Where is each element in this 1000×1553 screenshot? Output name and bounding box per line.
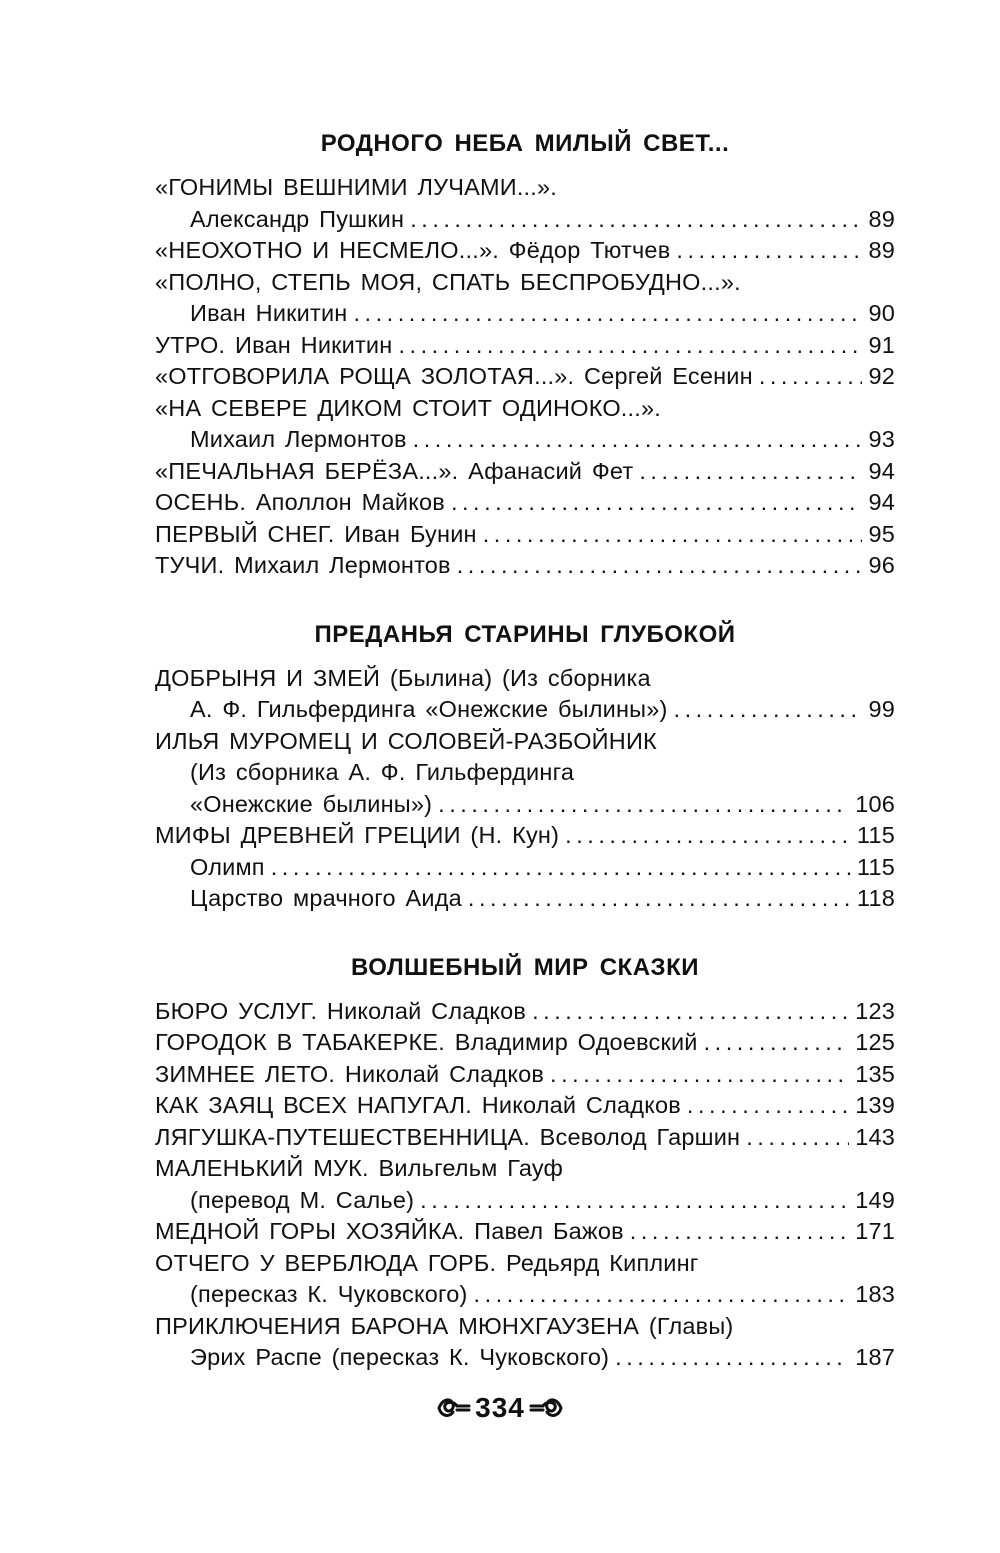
toc-entry[interactable]	[155, 1059, 895, 1091]
toc-entry-text: ИЛЬЯ МУРОМЕЦ И СОЛОВЕЙ-РАЗБОЙНИК	[155, 727, 657, 754]
toc-page-number: 99	[868, 696, 895, 722]
toc-entry-line	[155, 1311, 895, 1343]
dot-leader	[704, 1027, 850, 1059]
toc-entry[interactable]	[155, 204, 895, 236]
toc-page-number: 149	[855, 1186, 895, 1213]
right-scroll-ornament-icon	[529, 1394, 565, 1422]
toc-entry[interactable]	[155, 1027, 895, 1059]
toc-page-number: 96	[868, 552, 895, 578]
table-of-contents	[155, 124, 895, 1374]
toc-entry-text: МАЛЕНЬКИЙ МУК. Вильгельм Гауф	[155, 1155, 564, 1181]
toc-entry-text: Царство мрачного Аида	[190, 885, 462, 911]
dot-leader	[687, 1090, 849, 1122]
toc-entry[interactable]	[155, 519, 895, 551]
toc-entry-text: ПРИКЛЮЧЕНИЯ БАРОНА МЮНХГАУЗЕНА (Главы)	[155, 1312, 734, 1339]
toc-entry-text: ТУЧИ. Михаил Лермонтов	[155, 552, 451, 578]
toc-entry-text: МИФЫ ДРЕВНЕЙ ГРЕЦИИ (Н. Кун)	[155, 822, 560, 848]
toc-entry-text: Иван Никитин	[190, 300, 348, 326]
toc-entry-text: «Онежские былины»)	[190, 790, 433, 817]
toc-page-number: 92	[868, 363, 895, 389]
page-number: 334	[475, 1392, 525, 1423]
dot-leader	[565, 820, 851, 852]
dot-leader	[483, 519, 863, 551]
toc-entry-line	[155, 1248, 895, 1280]
dot-leader	[420, 1185, 849, 1217]
toc-entry-text: «НА СЕВЕРЕ ДИКОМ СТОИТ ОДИНОКО...».	[155, 394, 661, 421]
dot-leader	[438, 789, 849, 821]
toc-page-number: 115	[856, 822, 895, 848]
toc-entry[interactable]	[155, 456, 895, 488]
toc-entry[interactable]	[155, 789, 895, 821]
toc-entry-text: Олимп	[190, 853, 265, 880]
toc-entry[interactable]	[155, 1279, 895, 1311]
dot-leader	[674, 694, 863, 726]
toc-entry-text: ЛЯГУШКА-ПУТЕШЕСТВЕННИЦА. Всеволод Гаршин	[155, 1123, 741, 1150]
dot-leader	[353, 298, 862, 330]
toc-entry-text: ОТЧЕГО У ВЕРБЛЮДА ГОРБ. Редьярд Киплинг	[155, 1249, 699, 1276]
toc-entry-text: Михаил Лермонтов	[190, 426, 407, 452]
toc-entry[interactable]	[155, 1090, 895, 1122]
section-title: ВОЛШЕБНЫЙ МИР СКАЗКИ	[351, 953, 699, 981]
toc-entry-text: (пересказ К. Чуковского)	[190, 1281, 468, 1307]
dot-leader	[451, 487, 863, 519]
section-title: ПРЕДАНЬЯ СТАРИНЫ ГЛУБОКОЙ	[314, 620, 736, 648]
toc-entry[interactable]	[155, 298, 895, 330]
dot-leader	[550, 1059, 849, 1091]
dot-leader	[271, 852, 851, 884]
dot-leader	[746, 1122, 849, 1154]
toc-page-number: 171	[855, 1218, 895, 1244]
toc-entry[interactable]	[155, 883, 895, 915]
toc-page-number: 93	[868, 426, 895, 452]
toc-entry[interactable]	[155, 694, 895, 726]
toc-page-number: 187	[855, 1344, 895, 1370]
toc-page-number: 125	[855, 1029, 895, 1055]
toc-entry-line	[155, 1153, 895, 1185]
dot-leader	[639, 456, 862, 488]
dot-leader	[532, 996, 849, 1028]
toc-entry-line	[155, 267, 895, 299]
toc-entry-text: «НЕОХОТНО И НЕСМЕЛО...». Фёдор Тютчев	[155, 237, 671, 263]
section-title: РОДНОГО НЕБА МИЛЫЙ СВЕТ...	[320, 130, 730, 157]
toc-page-number: 139	[855, 1092, 895, 1118]
toc-page-number: 89	[868, 205, 895, 232]
toc-entry-text: БЮРО УСЛУГ. Николай Сладков	[155, 997, 527, 1024]
toc-entry-line	[155, 172, 895, 204]
toc-entry-line	[155, 726, 895, 758]
toc-entry[interactable]	[155, 330, 895, 362]
toc-page-number: 135	[855, 1060, 895, 1087]
toc-entry[interactable]	[155, 1342, 895, 1374]
dot-leader	[468, 883, 851, 915]
toc-entry-text: ЗИМНЕЕ ЛЕТО. Николай Сладков	[155, 1060, 545, 1087]
toc-page-number: 89	[868, 237, 895, 263]
section-spacer	[155, 582, 895, 615]
toc-entry[interactable]	[155, 1122, 895, 1154]
toc-entry-text: КАК ЗАЯЦ ВСЕХ НАПУГАЛ. Николай Сладков	[155, 1092, 681, 1118]
toc-entry-text: Эрих Распе (пересказ К. Чуковского)	[190, 1344, 610, 1370]
toc-entry-text: «ГОНИМЫ ВЕШНИМИ ЛУЧАМИ...».	[155, 174, 558, 200]
toc-entry-text: «ОТГОВОРИЛА РОЩА ЗОЛОТАЯ...». Сергей Есенин	[155, 363, 753, 389]
toc-entry-text: УТРО. Иван Никитин	[155, 331, 393, 358]
toc-page-number: 94	[868, 457, 895, 484]
dot-leader	[457, 550, 863, 582]
toc-page-number: 115	[856, 853, 895, 880]
toc-page-number: 183	[855, 1281, 895, 1307]
toc-entry[interactable]	[155, 820, 895, 852]
toc-entry[interactable]	[155, 361, 895, 393]
toc-entry-line	[155, 663, 895, 695]
toc-page-number: 90	[868, 300, 895, 326]
toc-entry-text: (Из сборника А. Ф. Гильфердинга	[190, 759, 575, 785]
left-scroll-ornament-icon	[435, 1394, 471, 1422]
toc-entry-line	[155, 757, 895, 789]
dot-leader	[398, 330, 862, 362]
dot-leader	[474, 1279, 850, 1311]
toc-entry-text: Александр Пушкин	[190, 205, 405, 232]
toc-entry-text: ОСЕНЬ. Аполлон Майков	[155, 489, 445, 515]
dot-leader	[630, 1216, 849, 1248]
toc-entry-text: А. Ф. Гильфердинга «Онежские былины»)	[190, 696, 668, 722]
page-folio	[0, 1388, 1000, 1428]
toc-entry-text: ПЕРВЫЙ СНЕГ. Иван Бунин	[155, 520, 477, 547]
dot-leader	[410, 204, 862, 236]
toc-entry-text: ДОБРЫНЯ И ЗМЕЙ (Былина) (Из сборника	[155, 664, 651, 691]
toc-page-number: 123	[855, 997, 895, 1024]
toc-page-number: 143	[855, 1123, 895, 1150]
toc-entry-line	[155, 393, 895, 425]
toc-page-number: 91	[868, 331, 895, 358]
toc-entry[interactable]	[155, 235, 895, 267]
toc-entry-text: ГОРОДОК В ТАБАКЕРКЕ. Владимир Одоевский	[155, 1029, 698, 1055]
toc-page-number: 118	[856, 885, 895, 911]
toc-entry-text: МЕДНОЙ ГОРЫ ХОЗЯЙКА. Павел Бажов	[155, 1218, 624, 1244]
toc-entry[interactable]	[155, 550, 895, 582]
toc-entry[interactable]	[155, 996, 895, 1028]
toc-page-number: 94	[868, 489, 895, 515]
dot-leader	[676, 235, 862, 267]
toc-entry-text: «ПЕЧАЛЬНАЯ БЕРЁЗА...». Афанасий Фет	[155, 457, 634, 484]
section-spacer	[155, 915, 895, 948]
toc-page-number: 106	[855, 790, 895, 817]
toc-entry[interactable]	[155, 1185, 895, 1217]
toc-entry-text: (перевод М. Салье)	[190, 1186, 415, 1213]
toc-entry[interactable]	[155, 852, 895, 884]
toc-entry[interactable]	[155, 424, 895, 456]
toc-entry-text: «ПОЛНО, СТЕПЬ МОЯ, СПАТЬ БЕСПРОБУДНО...».	[155, 268, 741, 295]
toc-entry[interactable]	[155, 487, 895, 519]
dot-leader	[615, 1342, 849, 1374]
dot-leader	[413, 424, 863, 456]
toc-entry[interactable]	[155, 1216, 895, 1248]
toc-page-number: 95	[868, 520, 895, 547]
dot-leader	[759, 361, 863, 393]
